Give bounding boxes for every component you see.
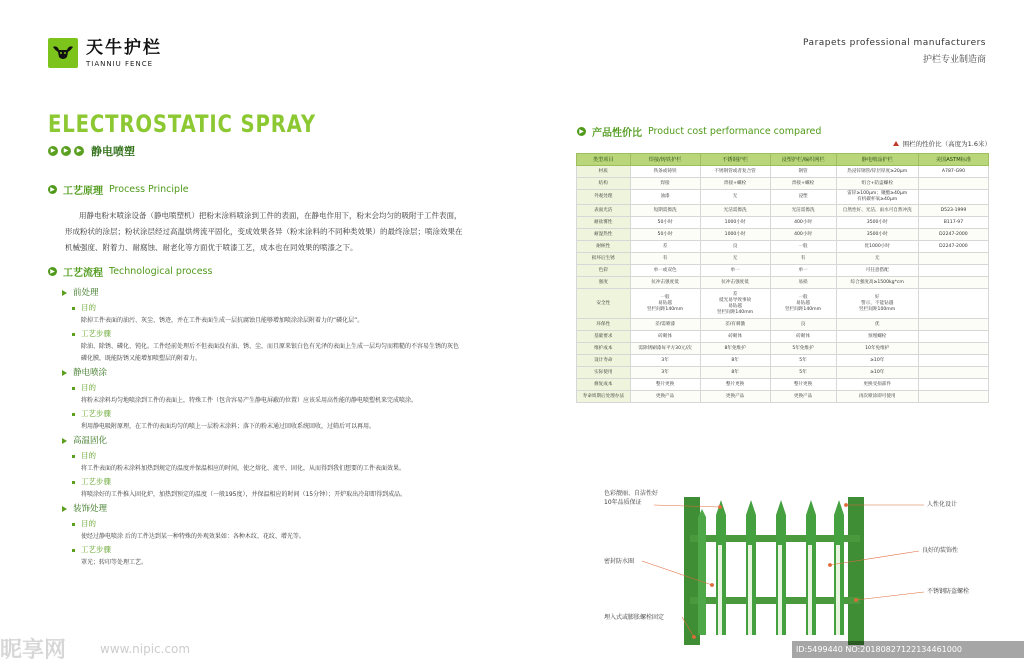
section-title-en: Product cost performance compared <box>648 126 822 137</box>
page-subtitle <box>48 143 135 159</box>
process-stage <box>62 433 462 501</box>
comparison-table <box>576 153 989 403</box>
table-cell: 3500小时 <box>836 229 918 241</box>
table-cell: 整片更换 <box>630 379 700 391</box>
table-row <box>577 190 989 205</box>
table-cell: 更换产品 <box>700 391 770 403</box>
table-cell: 一般 易钻越 竖栏间距140mm <box>630 289 700 319</box>
table-cell: 有 <box>770 253 836 265</box>
purpose-label: 目的 <box>81 303 96 312</box>
table-cell: 单一 <box>770 265 836 277</box>
tagline <box>803 38 986 65</box>
arrow-bullet-icon: ▶ <box>577 127 586 136</box>
table-cell: 良 <box>700 241 770 253</box>
row-label-cell: 安全性 <box>577 289 631 319</box>
stage-title: 装饰处理 <box>73 504 108 514</box>
table-cell: 易损 <box>770 277 836 289</box>
purpose-label: 目的 <box>81 451 96 460</box>
table-cell: 砖砌体 <box>770 331 836 343</box>
table-cell: 需除锈刷漆每平方30元/次 <box>630 343 700 355</box>
table-cell <box>918 343 988 355</box>
watermark-url: www.nipic.com <box>100 642 191 656</box>
table-cell: 不锈钢管或者复合管 <box>700 166 770 178</box>
comparison-note-text: 围栏的性价比（高度为1.6米） <box>902 140 991 148</box>
square-bullet-icon <box>72 307 75 310</box>
table-cell: 差 抵光易导致事故 易钻越 竖栏间距140mm <box>700 289 770 319</box>
process-stage <box>62 501 462 569</box>
table-cell: 油漆 <box>630 190 700 205</box>
table-cell: 优 <box>836 319 918 331</box>
table-cell: 可任意搭配 <box>836 265 918 277</box>
table-cell: ≥10年 <box>836 355 918 367</box>
table-row <box>577 367 989 379</box>
arrow-bullet-icon: ▶ <box>48 146 58 156</box>
watermark-logo: 昵享网 <box>0 637 67 663</box>
section-title-en: Process Principle <box>109 184 189 195</box>
purpose-label: 目的 <box>81 519 96 528</box>
table-cell: 钢管 <box>770 166 836 178</box>
steps-label: 工艺步骤 <box>81 409 111 418</box>
row-label-cell: 基础要求 <box>577 331 631 343</box>
brand <box>48 38 162 68</box>
callout-seal-ring: 密封防水圈 <box>604 558 635 565</box>
table-cell: 更换产品 <box>630 391 700 403</box>
section-title-en: Technological process <box>109 266 213 277</box>
watermark-id: ID:5499440 NO:20180827122134461000 <box>792 641 1024 658</box>
square-bullet-icon <box>72 387 75 390</box>
arrow-bullet-icon: ▶ <box>48 185 57 194</box>
table-header-cell: 美国ASTM标准 <box>918 154 988 166</box>
row-label-cell: 表面光洁 <box>577 205 631 217</box>
table-cell <box>918 319 988 331</box>
table-cell: 更换受损部件 <box>836 379 918 391</box>
table-cell: 8年免维护 <box>700 343 770 355</box>
table-cell: 砖砌体 <box>700 331 770 343</box>
stage-title: 高温固化 <box>73 436 108 446</box>
table-cell: 更换产品 <box>770 391 836 403</box>
row-label-cell: 修复成本 <box>577 379 631 391</box>
table-cell: 单一 <box>700 265 770 277</box>
section-cost-performance <box>577 124 821 139</box>
row-label-cell: 耐盐雾性 <box>577 217 631 229</box>
table-header-cell: 不锈钢护栏 <box>700 154 770 166</box>
row-label-cell: 耐候性 <box>577 241 631 253</box>
table-row <box>577 205 989 217</box>
triangle-bullet-icon <box>62 438 67 444</box>
table-cell: D523-1999 <box>918 205 988 217</box>
table-row <box>577 343 989 355</box>
table-cell: 差 <box>630 241 700 253</box>
process-stage <box>62 365 462 433</box>
square-bullet-icon <box>72 481 75 484</box>
table-cell: 短期需擦洗 <box>630 205 700 217</box>
square-bullet-icon <box>72 455 75 458</box>
page-subtitle-cn: 静电喷塑 <box>91 145 135 158</box>
fence-post <box>848 497 864 645</box>
table-row <box>577 166 989 178</box>
table-cell: A787-G90 <box>918 166 988 178</box>
table-cell <box>918 277 988 289</box>
table-cell: 3500小时 <box>836 217 918 229</box>
table-cell: 有 <box>630 253 700 265</box>
process-stage <box>62 285 462 365</box>
triangle-bullet-icon <box>62 290 67 296</box>
row-label-cell: 强度 <box>577 277 631 289</box>
callout-anchor-bolt: 埋入式或膨胀螺栓固定 <box>604 614 665 621</box>
section-technological-process <box>48 264 212 279</box>
stage-purpose-text: 使经过静电喷涂 后的工件达到某一种特殊的外观效果如：各种木纹、花纹、增光等。 <box>81 533 305 540</box>
table-cell: 铁条或铸铁 <box>630 166 700 178</box>
table-cell <box>918 178 988 190</box>
table-header-cell: 浸塑护栏/编织网栏 <box>770 154 836 166</box>
table-cell: 一般 易钻越 竖栏间距140mm <box>770 289 836 319</box>
steps-label: 工艺步骤 <box>81 329 111 338</box>
callout-humanized-design: 人性化设计 <box>927 501 958 508</box>
table-cell: 单一或双色 <box>630 265 700 277</box>
row-label-cell: 环保性 <box>577 319 631 331</box>
table-cell: 无 <box>836 253 918 265</box>
row-label-cell: 损坏后生锈 <box>577 253 631 265</box>
table-cell: 光洁需擦洗 <box>700 205 770 217</box>
section-title-cn: 工艺流程 <box>63 268 103 279</box>
table-cell: 无 <box>700 190 770 205</box>
arrow-bullet-icon: ▶ <box>74 146 84 156</box>
table-cell <box>918 391 988 403</box>
table-cell: D2247-2000 <box>918 241 988 253</box>
fence-pickets <box>698 500 844 635</box>
row-label-cell: 色彩 <box>577 265 631 277</box>
fence-image <box>594 485 989 665</box>
table-cell: 10年免维护 <box>836 343 918 355</box>
fence-post <box>684 497 700 645</box>
steps-label: 工艺步骤 <box>81 477 111 486</box>
table-cell <box>918 367 988 379</box>
table-row <box>577 265 989 277</box>
table-cell: 浸塑 <box>770 190 836 205</box>
table-cell: 雷锌≥100μm；聚酯≥40μm 有机碳杯氧≥40μm <box>836 190 918 205</box>
fence-illustration <box>594 485 989 665</box>
brand-name-en: TIANNIU FENCE <box>86 59 154 68</box>
table-cell: 焊接 <box>630 178 700 190</box>
table-cell: ≥10年 <box>836 367 918 379</box>
table-cell: 5年 <box>770 367 836 379</box>
table-cell: 焊接+螺栓 <box>770 178 836 190</box>
arrow-bullet-icon: ▶ <box>61 146 71 156</box>
stage-purpose-text: 将粉末涂料均匀地喷涂到工件的表面上，特殊工件（包含容易产生静电屏蔽的位置）应该采用高性能的静电喷塑机来完成喷涂。 <box>81 397 418 404</box>
row-label-cell: 结构 <box>577 178 631 190</box>
table-cell <box>918 379 988 391</box>
table-cell: 整片更换 <box>770 379 836 391</box>
table-cell: 砖砌体 <box>630 331 700 343</box>
table-header-cell: 静电喷涂护栏 <box>836 154 918 166</box>
table-cell: 50小时 <box>630 217 700 229</box>
table-row <box>577 178 989 190</box>
callout-color: 色彩靓丽、自洁性好 10年品质保证 <box>604 490 659 506</box>
row-label-cell: 材质 <box>577 166 631 178</box>
table-cell: 差/需喷漆 <box>630 319 700 331</box>
tagline-cn: 护栏专业制造商 <box>922 55 986 65</box>
table-cell: 光洁需擦洗 <box>770 205 836 217</box>
table-cell <box>918 265 988 277</box>
callout-anti-theft-bolt: 不锈钢防盗螺栓 <box>927 588 970 595</box>
table-row <box>577 241 989 253</box>
table-header-cell: 焊接/铸铁护栏 <box>630 154 700 166</box>
stage-purpose-text: 将工件表面的粉末涂料加热到规定的温度并保温相应的时间，使之熔化、流平、固化，从而得到我们想要的工件表面效果。 <box>81 465 406 472</box>
row-label-cell: 设计寿命 <box>577 355 631 367</box>
table-cell: 1000小时 <box>700 229 770 241</box>
table-row <box>577 289 989 319</box>
table-cell <box>918 331 988 343</box>
triangle-bullet-icon <box>62 370 67 376</box>
table-row <box>577 217 989 229</box>
table-cell: 自然性好、光洁、雨水可自然冲洗 <box>836 205 918 217</box>
table-cell: 8年 <box>700 367 770 379</box>
stage-steps-text: 利用静电吸附原理，在工件的表面均匀的喷上一层粉末涂料；落下的粉末通过回收系统回收，过筛后可以再用。 <box>81 423 376 430</box>
table-cell: 综合强度高≥1500kg*cm <box>836 277 918 289</box>
table-cell: 热浸锌钢管/锌层厚度≥20μm <box>836 166 918 178</box>
table-cell: 组合+防盗螺栓 <box>836 178 918 190</box>
table-cell: 一般 <box>770 241 836 253</box>
brand-name-cn: 天牛护栏 <box>86 37 162 58</box>
section-title-cn: 工艺原理 <box>63 186 103 197</box>
table-row <box>577 355 989 367</box>
table-cell <box>918 289 988 319</box>
arrow-bullet-icon: ▶ <box>48 267 57 276</box>
table-cell: 400小时 <box>770 229 836 241</box>
table-cell: 3年 <box>630 367 700 379</box>
square-bullet-icon <box>72 549 75 552</box>
stage-title: 前处理 <box>73 288 99 298</box>
table-cell <box>918 253 988 265</box>
table-row <box>577 229 989 241</box>
table-cell: 5年免维护 <box>770 343 836 355</box>
table-cell: 良 <box>770 319 836 331</box>
square-bullet-icon <box>72 413 75 416</box>
square-bullet-icon <box>72 333 75 336</box>
table-cell: 差/有刺激 <box>700 319 770 331</box>
table-cell: B117-97 <box>918 217 988 229</box>
stage-purpose-text: 除掉工件表面的油污、灰尘、锈迹，并在工件表面生成一层抗腐蚀且能够增加喷涂涂层附着力的“磷化层”。 <box>81 317 364 324</box>
table-cell: 50小时 <box>630 229 700 241</box>
page-title: ELECTROSTATIC SPRAY <box>48 110 316 138</box>
table-row <box>577 319 989 331</box>
section-process-principle <box>48 182 189 197</box>
comparison-note <box>893 139 991 148</box>
table-header-cell: 类型项目 <box>577 154 631 166</box>
table-cell: 3年 <box>630 355 700 367</box>
table-row <box>577 253 989 265</box>
table-row <box>577 277 989 289</box>
table-cell: 整片更换 <box>700 379 770 391</box>
table-cell: 抗冲击强度低 <box>630 277 700 289</box>
triangle-bullet-icon <box>62 506 67 512</box>
purpose-label: 目的 <box>81 383 96 392</box>
row-label-cell: 外观处理 <box>577 190 631 205</box>
row-label-cell: 寿命周期后处理办法 <box>577 391 631 403</box>
square-bullet-icon <box>72 523 75 526</box>
table-cell: 优1000小时 <box>836 241 918 253</box>
row-label-cell: 耐湿热性 <box>577 229 631 241</box>
table-row <box>577 379 989 391</box>
stage-steps-text: 罩光；转印等处理工艺。 <box>81 559 148 566</box>
process-stage-list <box>62 285 462 569</box>
bull-logo-icon <box>48 38 78 68</box>
table-cell: 5年 <box>770 355 836 367</box>
warning-triangle-icon <box>893 141 899 146</box>
table-cell: 再次喷涂即可使用 <box>836 391 918 403</box>
table-cell: D2247-2000 <box>918 229 988 241</box>
stage-steps-text: 将喷涂好的工件推入固化炉，加热到预定的温度（一般195度），并保温相应的时间（15分钟）；开炉取出冷却即得到成品。 <box>81 491 407 498</box>
callout-decorative: 良好的装饰性 <box>922 547 959 554</box>
steps-label: 工艺步骤 <box>81 545 111 554</box>
table-cell: 预埋螺栓 <box>836 331 918 343</box>
table-row <box>577 331 989 343</box>
process-principle-text: 用静电粉末喷涂设备（静电喷塑机）把粉末涂料喷涂到工件的表面，在静电作用下，粉末会均匀的吸附于工件表面，形成粉状的涂层；粉状涂层经过高温烘烤流平固化，变成效果各异（粉末涂料的不同种类效果）的最终涂层；喷涂效果在机械强度、附着力、耐腐蚀、耐老化等方面优于喷漆工艺，成本也在同效果的喷漆之下。 <box>65 211 463 252</box>
row-label-cell: 维护成本 <box>577 343 631 355</box>
table-cell: 抗冲击强度低 <box>700 277 770 289</box>
stage-title: 静电喷涂 <box>73 368 108 378</box>
table-cell <box>918 355 988 367</box>
table-cell: 8年 <box>700 355 770 367</box>
tagline-en: Parapets professional manufacturers <box>803 38 986 48</box>
table-cell: 无 <box>700 253 770 265</box>
table-cell: 好 警示，不能钻越 竖栏间距100mm <box>836 289 918 319</box>
table-header-row <box>577 154 989 166</box>
stage-steps-text: 除油、除锈、磷化、钝化。工件经前处理后不但表面没有油、锈、尘，而且原来银白色有光泽的表面上生成一层均匀而粗糙的不容易生锈的灰色磷化膜，既能防锈又能增加喷塑层的附着力。 <box>81 343 460 362</box>
table-row <box>577 391 989 403</box>
row-label-cell: 实际使用 <box>577 367 631 379</box>
section-title-cn: 产品性价比 <box>592 128 642 139</box>
table-cell <box>918 190 988 205</box>
table-cell: 焊接+螺栓 <box>700 178 770 190</box>
table-cell: 1000小时 <box>700 217 770 229</box>
table-cell: 400小时 <box>770 217 836 229</box>
